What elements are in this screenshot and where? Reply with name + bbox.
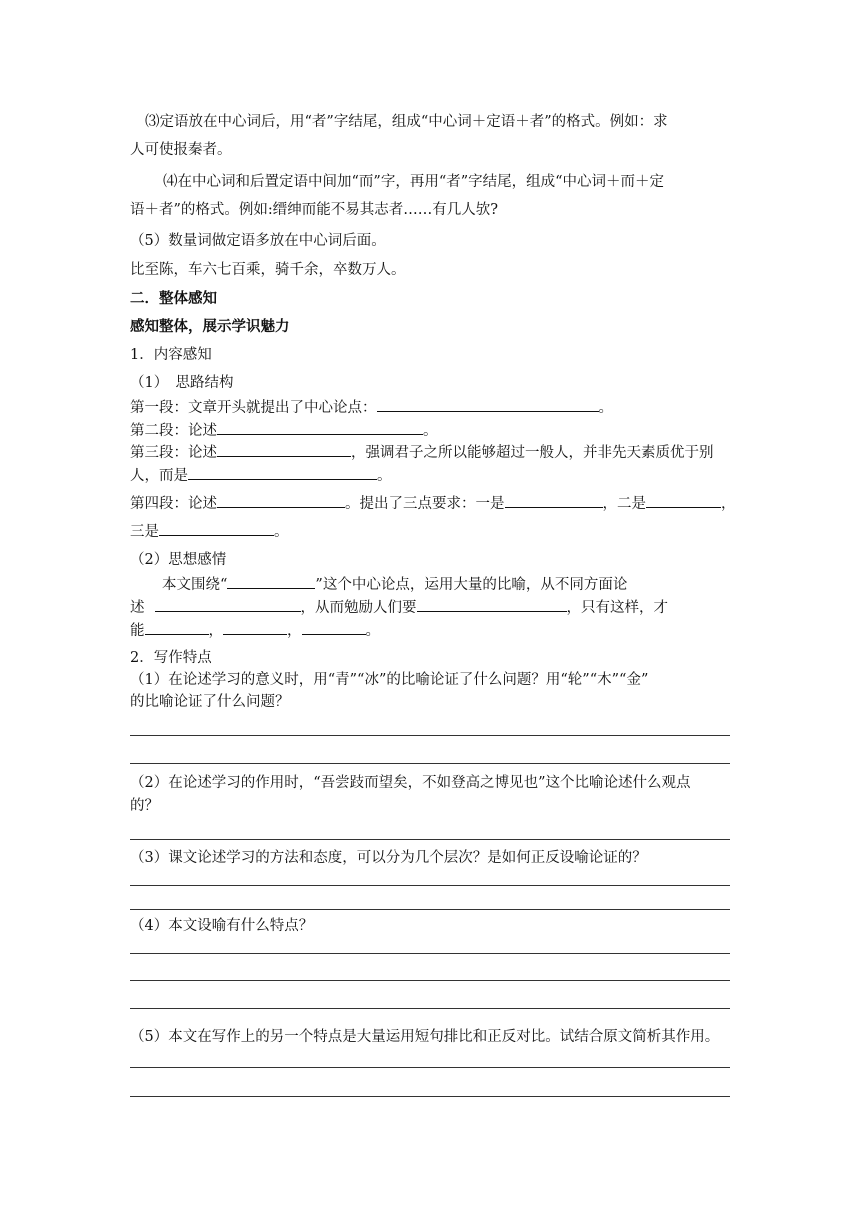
answer-blank[interactable] — [159, 520, 274, 536]
para-3-text-2: 人，而是 — [130, 468, 188, 484]
question-2-1-line-1: （1）在论述学习的意义时，用“青”“冰”的比喻论证了什么问题？用“轮”“木”“金” — [130, 672, 649, 688]
para-2-label: 第二段：论述 — [130, 423, 217, 439]
para-4-row-2 — [130, 520, 730, 542]
period: 。 — [423, 423, 438, 439]
thought-text-3: 述 — [130, 600, 145, 616]
answer-line[interactable] — [130, 763, 730, 764]
question-1-2-title: （2）思想感情 — [130, 552, 227, 568]
section-2-title: 二．整体感知 — [130, 291, 217, 307]
thought-text-6: 能 — [130, 623, 145, 639]
answer-blank[interactable] — [646, 492, 721, 508]
para-1-row — [130, 396, 730, 418]
para-3-row — [130, 441, 730, 463]
paragraph-5-example: 比至陈，车六七百乘，骑千余，卒数万人。 — [130, 262, 406, 278]
period: 。 — [598, 400, 613, 416]
answer-line[interactable] — [130, 735, 730, 736]
para-2-row — [130, 419, 730, 441]
thought-row-2 — [130, 596, 730, 618]
period: 。 — [274, 524, 289, 540]
para-4-label: 第四段：论述 — [130, 496, 217, 512]
answer-line[interactable] — [130, 839, 730, 840]
paragraph-3-line-2: 人可使报秦者。 — [130, 142, 232, 158]
paragraph-4-line-2: 语＋者”的格式。例如:缙绅而能不易其志者……有几人欤? — [130, 202, 499, 218]
answer-blank[interactable] — [227, 573, 315, 589]
question-2-2-line-2: 的？ — [130, 798, 159, 814]
answer-line[interactable] — [130, 1067, 730, 1068]
answer-blank[interactable] — [505, 492, 603, 508]
answer-blank[interactable] — [417, 596, 567, 612]
question-2-4: （4）本文设喻有什么特点？ — [130, 918, 314, 934]
question-2-1-line-2: 的比喻论证了什么问题？ — [130, 694, 290, 710]
para-4-text: 。提出了三点要求：一是 — [345, 496, 505, 512]
comma: ， — [287, 623, 302, 639]
answer-line[interactable] — [130, 885, 730, 886]
question-2-5: （5）本文在写作上的另一个特点是大量运用短句排比和正反对比。试结合原文简析其作用。 — [130, 1029, 720, 1045]
question-1-title: 1．内容感知 — [130, 347, 212, 363]
paragraph-4-line-1: ⑷在中心词和后置定语中间加“而”字，再用“者”字结尾，组成“中心词＋而＋定 — [163, 174, 665, 190]
section-2-subtitle: 感知整体，展示学识魅力 — [130, 319, 290, 335]
question-1-1-title: （1） 思路结构 — [130, 375, 234, 391]
para-4-text-4: 三是 — [130, 524, 159, 540]
thought-text-2: ”这个中心论点，运用大量的比喻，从不同方面论 — [315, 577, 628, 593]
thought-text-1: 本文围绕“ — [162, 577, 228, 593]
period: 。 — [365, 623, 380, 639]
thought-row-3 — [130, 619, 730, 641]
para-4-text-3: ， — [721, 496, 736, 512]
question-2-3: （3）课文论述学习的方法和态度，可以分为几个层次？是如何正反设喻论证的？ — [130, 850, 647, 866]
para-3-text: ，强调君子之所以能够超过一般人，并非先天素质优于别 — [351, 445, 714, 461]
thought-row-1 — [162, 573, 762, 595]
para-3-row-2 — [130, 464, 730, 486]
paragraph-3-line-1: ⑶定语放在中心词后，用“者”字结尾，组成“中心词＋定语＋者”的格式。例如：求 — [145, 114, 668, 130]
para-4-text-2: ，二是 — [602, 496, 646, 512]
answer-line[interactable] — [130, 1096, 730, 1097]
comma: ， — [208, 623, 223, 639]
answer-blank[interactable] — [217, 492, 345, 508]
question-2-2-line-1: （2）在论述学习的作用时，“吾尝跂而望矣，不如登高之博见也”这个比喻论述什么观点 — [130, 775, 691, 791]
period: 。 — [377, 468, 392, 484]
para-3-label: 第三段：论述 — [130, 445, 217, 461]
para-1-label: 第一段：文章开头就提出了中心论点： — [130, 400, 377, 416]
answer-line[interactable] — [130, 980, 730, 981]
answer-line[interactable] — [130, 953, 730, 954]
paragraph-5: （5）数量词做定语多放在中心词后面。 — [130, 233, 386, 249]
thought-text-5: ，只有这样，才 — [566, 600, 668, 616]
answer-blank[interactable] — [217, 441, 351, 457]
answer-blank[interactable] — [155, 596, 301, 612]
thought-text-4: ，从而勉励人们要 — [300, 600, 417, 616]
answer-blank[interactable] — [145, 619, 209, 635]
answer-blank[interactable] — [217, 419, 423, 435]
answer-blank[interactable] — [377, 396, 599, 412]
question-2-title: 2．写作特点 — [130, 650, 212, 666]
answer-line[interactable] — [130, 1008, 730, 1009]
answer-blank[interactable] — [223, 619, 287, 635]
answer-line[interactable] — [130, 909, 730, 910]
answer-blank[interactable] — [188, 464, 377, 480]
para-4-row — [130, 492, 736, 514]
answer-blank[interactable] — [302, 619, 366, 635]
